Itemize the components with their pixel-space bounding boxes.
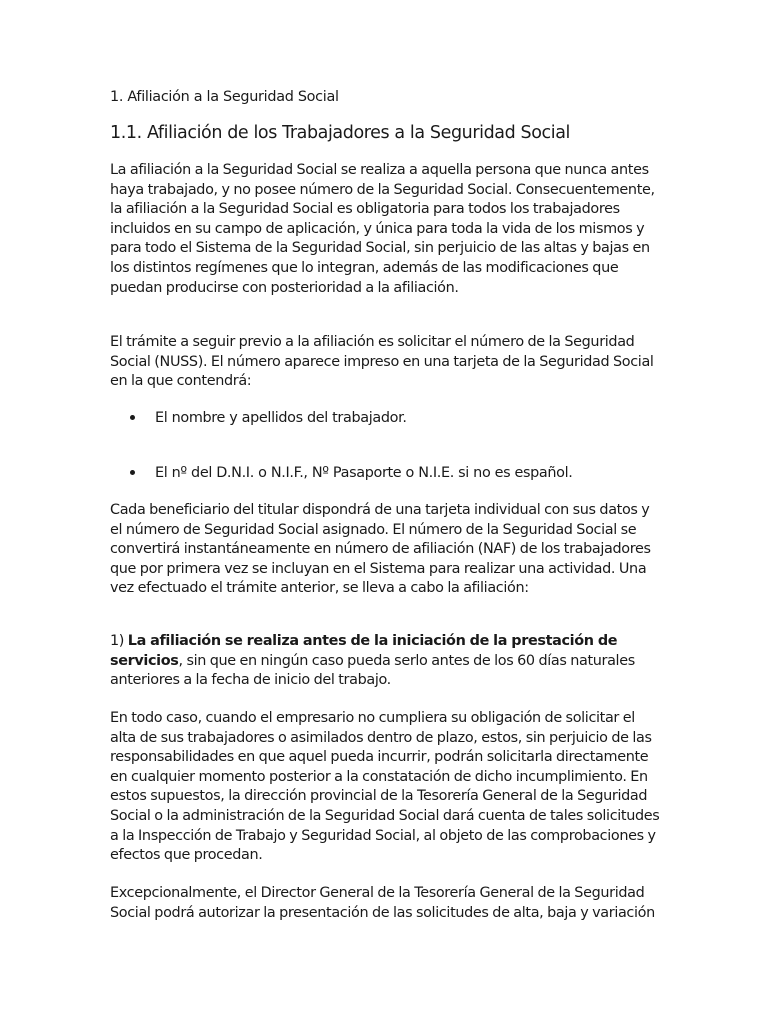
bullet-icon xyxy=(130,470,135,475)
heading-2: 1.1. Afiliación de los Trabajadores a la Seguridad Social xyxy=(110,123,570,143)
paragraph-1: La afiliación a la Seguridad Social se realiza a aquella persona que nunca antes haya trabajado, y no posee número de la Seguridad Social. Consecuentemente, la afiliación a la Seguridad Social es obligatoria para todos los trabajadores incluidos en su campo de aplicación, y única para toda la vida de los mismos y para todo el Sistema de la Seguridad Social, sin perjuicio de las altas y bajas en los distintos regímenes que lo integran, además de las modificaciones que puedan producirse con posterioridad a la afiliación. xyxy=(110,162,655,296)
list-item-text: El nº del D.N.I. o N.I.F., Nº Pasaporte o N.I.E. si no es español. xyxy=(155,465,573,481)
paragraph-3: Cada beneficiario del titular dispondrá de una tarjeta individual con sus datos y el número de Seguridad Social asignado. El número de la Seguridad Social se convertirá instantáneamente en número de afiliación (NAF) de los trabajadores que por primera vez se incluyan en el Sistema para realizar una actividad. Una vez efectuado el trámite anterior, se lleva a cabo la afiliación: xyxy=(110,502,651,597)
heading-1: 1. Afiliación a la Seguridad Social xyxy=(110,89,339,105)
bullet-icon xyxy=(130,415,135,420)
paragraph-4: En todo caso, cuando el empresario no cumpliera su obligación de solicitar el alta de sus trabajadores o asimilados dentro de plazo, estos, sin perjuicio de las responsabilidades en que aquel pueda incurrir, podrán solicitarla directamente en cualquier momento posterior a la constatación de dicho incumplimiento. En estos supuestos, la dirección provincial de la Tesorería General de la Seguridad Social o la administración de la Seguridad Social dará cuenta de tales solicitudes a la Inspección de Trabajo y Seguridad Social, al objeto de las comprobaciones y efectos que procedan. xyxy=(110,710,660,864)
subsection-heading-block xyxy=(110,110,662,144)
paragraph-block-5 xyxy=(110,884,662,923)
point-1-bold-text: La afiliación se realiza antes de la iniciación de la prestación de servicios xyxy=(110,633,618,669)
paragraph-2: El trámite a seguir previo a la afiliación es solicitar el número de la Seguridad Social (NUSS). El número aparece impreso en una tarjeta de la Seguridad Social en la que contendrá: xyxy=(110,334,654,390)
paragraph-block-point-1 xyxy=(110,632,662,691)
point-1-text: , sin que en ningún caso pueda serlo antes de los 60 días naturales anteriores a la fecha de inicio del trabajo. xyxy=(110,652,635,689)
section-heading xyxy=(110,87,662,107)
paragraph-block-2 xyxy=(110,333,662,392)
paragraph-block-4 xyxy=(110,709,662,866)
list-item-text: El nombre y apellidos del trabajador. xyxy=(155,410,407,426)
paragraph-block-1 xyxy=(110,161,662,298)
point-1-number: 1) xyxy=(110,633,128,649)
point-1-paragraph xyxy=(110,632,662,691)
paragraph-block-3 xyxy=(110,501,662,599)
paragraph-5: Excepcionalmente, el Director General de la Tesorería General de la Seguridad Social podrá autorizar la presentación de las solicitudes de alta, baja y variación xyxy=(110,885,655,921)
